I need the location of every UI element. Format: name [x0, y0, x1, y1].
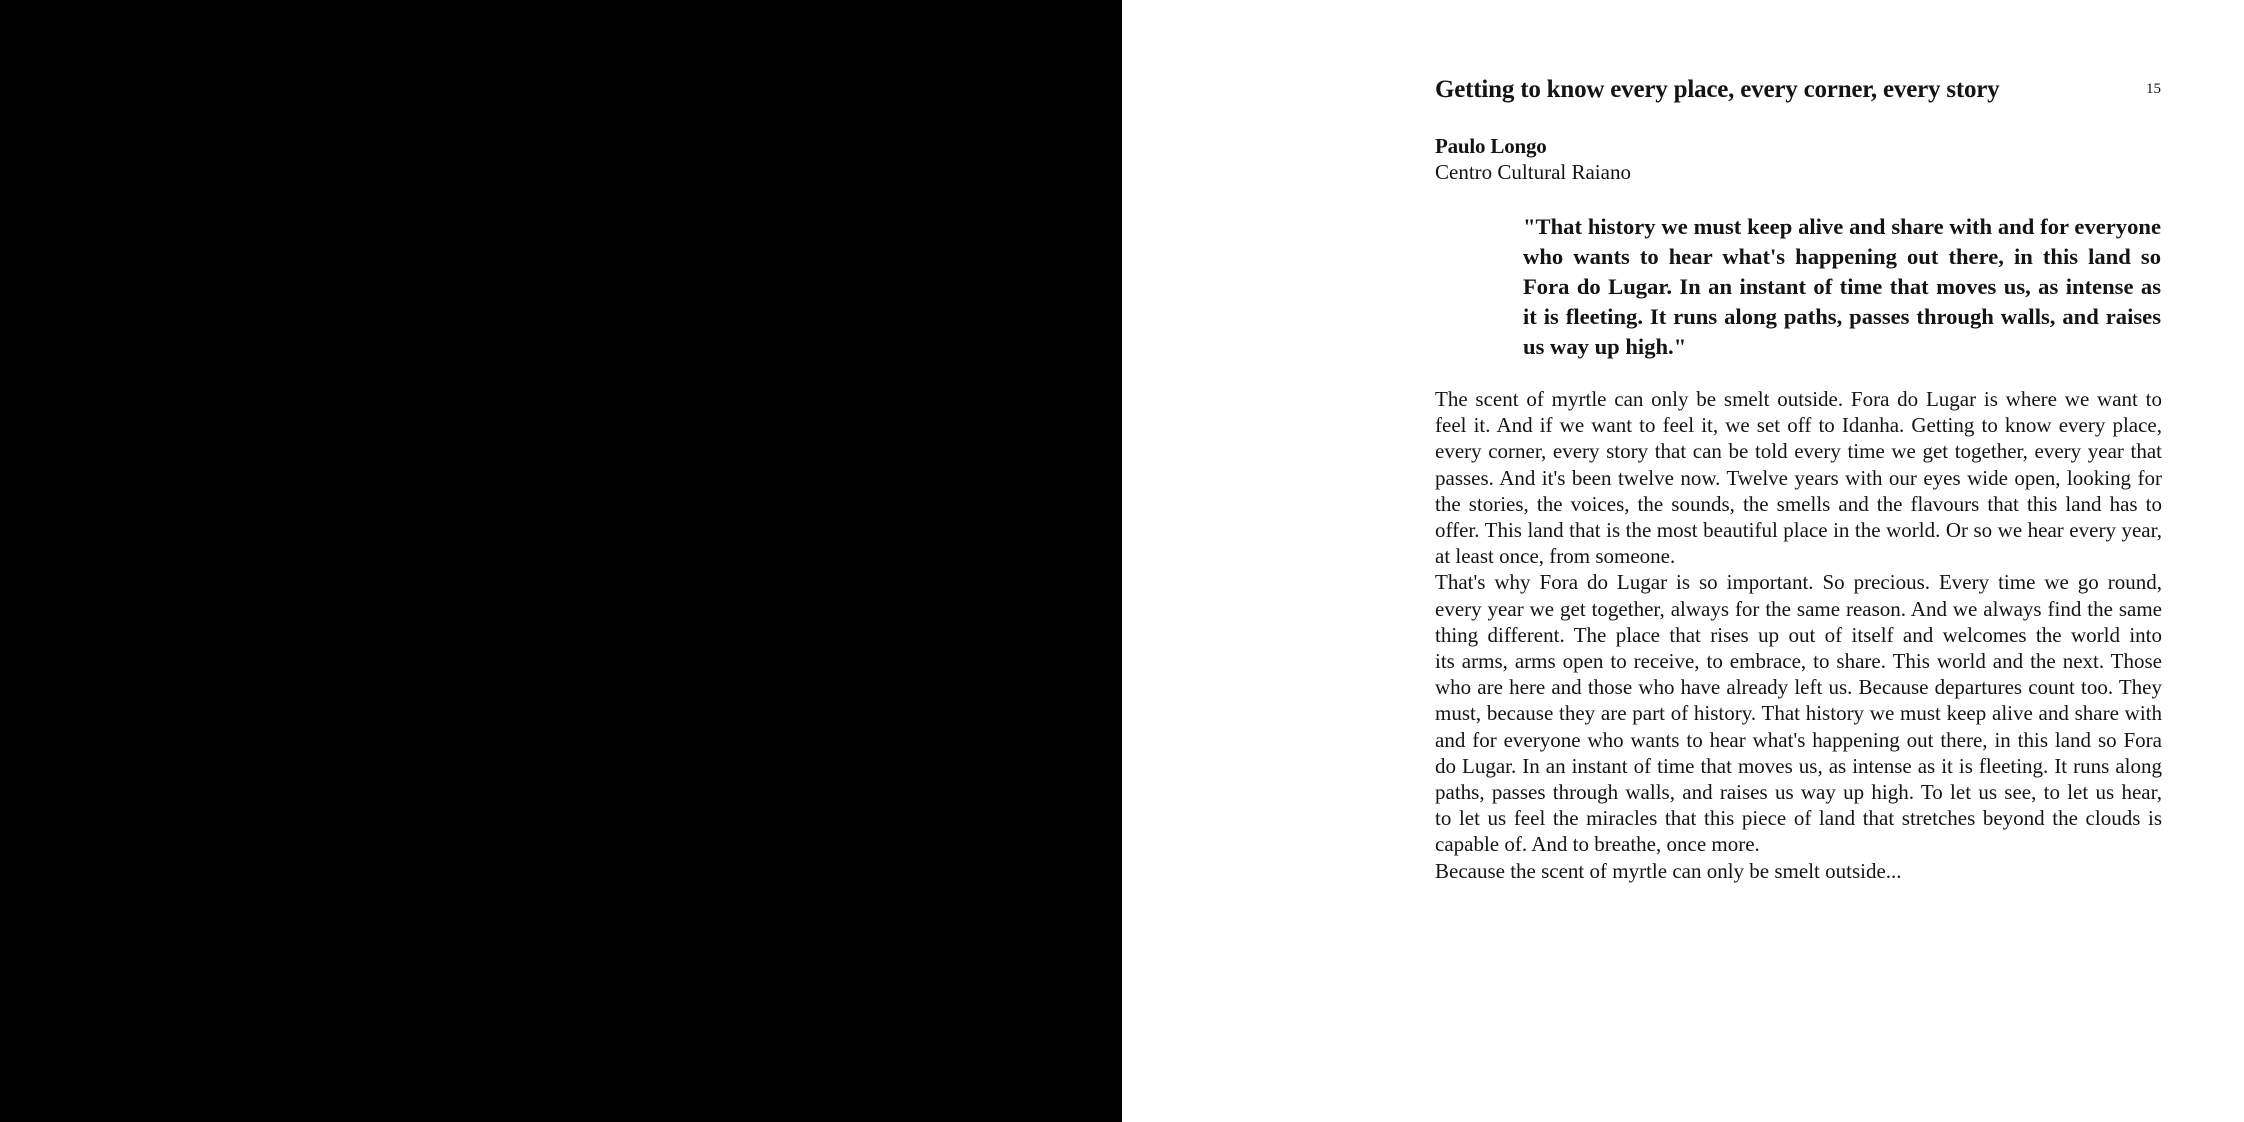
- paragraph-2: [1435, 569, 2162, 857]
- pull-quote-line: "That history we must keep alive and share with and for everyone: [1523, 214, 2161, 239]
- pull-quote-line: who wants to hear what's happening out there, in this land so: [1523, 244, 2161, 269]
- body-line: the stories, the voices, the sounds, the smells and the flavours that this land has to: [1435, 491, 2162, 516]
- body-line: offer. This land that is the most beautiful place in the world. Or so we hear every year,: [1435, 518, 2162, 543]
- pull-quote: [1523, 212, 2161, 362]
- byline: [1435, 133, 2162, 185]
- article-title: Getting to know every place, every corner, every story: [1435, 76, 2000, 103]
- body-line: every corner, every story that can be told every time we get together, every year that: [1435, 439, 2162, 464]
- body-line: paths, passes through walls, and raises us way up high. To let us see, to let us hear,: [1435, 780, 2162, 805]
- body-line: every year we get together, always for the same reason. And we always find the same: [1435, 596, 2162, 621]
- author-affiliation: Centro Cultural Raiano: [1435, 160, 1631, 184]
- body-line: and for everyone who wants to hear what's happening out there, in this land so Fora: [1435, 727, 2162, 752]
- page-number: 15: [2146, 81, 2161, 97]
- body-line: Because the scent of myrtle can only be smelt outside...: [1435, 858, 1902, 883]
- body-line: thing different. The place that rises up out of itself and welcomes the world into: [1435, 622, 2162, 647]
- pull-quote-line: it is fleeting. It runs along paths, passes through walls, and raises: [1523, 304, 2161, 329]
- pull-quote-line: Fora do Lugar. In an instant of time that moves us, as intense as: [1523, 274, 2161, 299]
- paragraph-3: [1435, 858, 2162, 884]
- body-line: That's why Fora do Lugar is so important. So precious. Every time we go round,: [1435, 570, 2162, 595]
- body-line: do Lugar. In an instant of time that moves us, as intense as it is fleeting. It runs along: [1435, 753, 2162, 778]
- body-line: passes. And it's been twelve now. Twelve years with our eyes wide open, looking for: [1435, 465, 2162, 490]
- author-name: Paulo Longo: [1435, 134, 1547, 158]
- body-line: at least once, from someone.: [1435, 544, 1676, 569]
- body-line: The scent of myrtle can only be smelt outside. Fora do Lugar is where we want to: [1435, 387, 2162, 411]
- article-body: [1435, 386, 2162, 884]
- right-page: [1122, 0, 2244, 1122]
- body-line: its arms, arms open to receive, to embrace, to share. This world and the next. Those: [1435, 649, 2162, 674]
- pull-quote-line: us way up high.": [1523, 334, 1687, 359]
- body-line: must, because they are part of history. That history we must keep alive and share with: [1435, 701, 2162, 726]
- paragraph-1: [1435, 386, 2162, 569]
- body-line: capable of. And to breathe, once more.: [1435, 832, 1760, 857]
- body-line: who are here and those who have already left us. Because departures count too. They: [1435, 675, 2162, 700]
- body-line: to let us feel the miracles that this piece of land that stretches beyond the clouds is: [1435, 806, 2162, 831]
- body-line: feel it. And if we want to feel it, we set off to Idanha. Getting to know every place,: [1435, 413, 2162, 438]
